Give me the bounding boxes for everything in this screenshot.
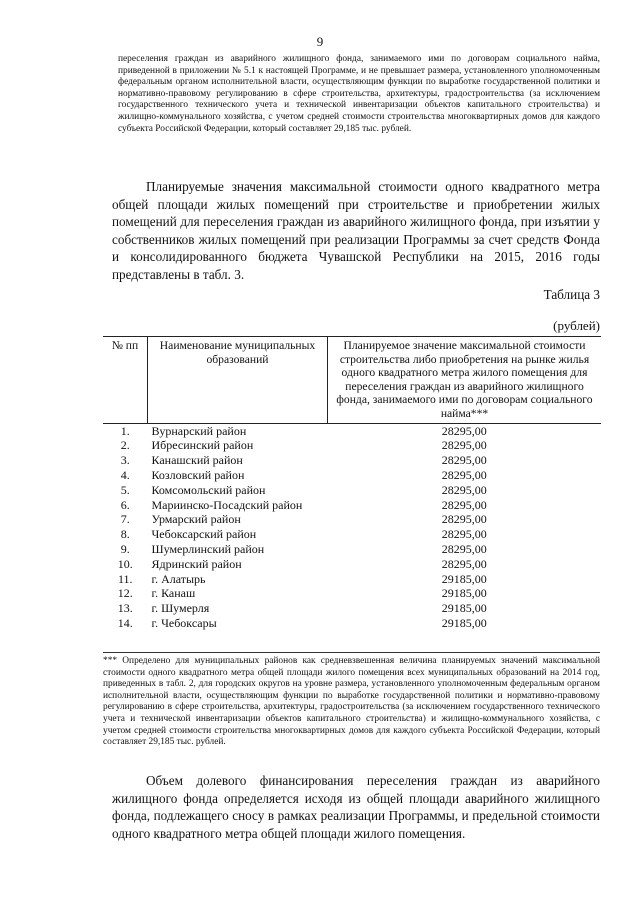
table-row: [103, 468, 601, 483]
row-name: Ибресинский район: [151, 438, 254, 453]
table-header-row: [103, 337, 601, 424]
table-row: [103, 512, 601, 527]
row-name: Шумерлинский район: [151, 541, 265, 556]
row-value: 28295,00: [441, 497, 487, 512]
row-value: 28295,00: [441, 467, 487, 482]
paragraph-planned-values: Планируемые значения максимальной стоимости одного квадратного метра общей площади жилых помещений при строительстве и приобретении жилых помещений для переселения граждан из аварийного жилищного фонда, при изъятии у собственников жилых помещений при реализации Программы за счет средств Фонда и консолидированного бюджета Чувашской Республики на 2015, 2016 годы представлены в табл. 3.: [112, 179, 600, 282]
row-num: 8.: [120, 527, 130, 542]
row-num: 9.: [120, 541, 130, 556]
row-value: 28295,00: [441, 527, 487, 542]
table-row: [103, 542, 601, 557]
table-row: [103, 601, 601, 616]
row-name: Чебоксарский район: [151, 527, 257, 542]
continued-paragraph: переселения граждан из аварийного жилищного фонда, занимаемого ими по договорам социального найма, приведенной в приложении № 5.1 к настоящей Программе, и не превышает размера, установленного уполномоченным федеральным органом исполнительной власти, осуществляющим функции по выработке государственной политики и нормативно-правовому регулированию в сфере строительства, архитектуры, градостроительства (за исключением государственного технического учета и технической инвентаризации объектов капитального строительства) и жилищно-коммунального хозяйства, с учетом средней стоимости строительства многоквартирных домов для каждого субъекта Российской Федерации, который составляет 29,185 тыс. рублей.: [118, 54, 600, 134]
table-row: [103, 527, 601, 542]
row-name: г. Чебоксары: [151, 615, 217, 630]
table-row: [103, 557, 601, 572]
table-row: [103, 423, 601, 438]
row-value: 29185,00: [441, 615, 487, 630]
row-num: 10.: [117, 556, 133, 571]
table-row: [103, 438, 601, 453]
footnote: [103, 652, 600, 749]
row-name: Канашский район: [151, 453, 243, 468]
row-name: Козловский район: [151, 467, 245, 482]
table-row: [103, 616, 601, 631]
table-row: [103, 483, 601, 498]
paragraph-financing: Объем долевого финансирования переселения граждан из аварийного жилищного фонда определяется исходя из общей площади аварийного жилищного фонда, подлежащего сносу в рамках реализации Программы, и предельной стоимости одного квадратного метра общей площади жилого помещения.: [112, 773, 600, 841]
row-num: 2.: [120, 438, 130, 453]
row-value: 28295,00: [441, 438, 487, 453]
table-row: [103, 572, 601, 587]
table-units: (рублей): [553, 318, 600, 333]
row-num: 7.: [120, 512, 130, 527]
row-value: 28295,00: [441, 512, 487, 527]
row-value: 28295,00: [441, 423, 487, 438]
row-num: 4.: [120, 467, 130, 482]
table-caption: Таблица 3: [543, 287, 600, 302]
row-name: г. Алатырь: [151, 571, 206, 586]
row-name: г. Шумерля: [151, 601, 210, 616]
row-value: 29185,00: [441, 571, 487, 586]
row-value: 28295,00: [441, 453, 487, 468]
row-num: 11.: [117, 571, 133, 586]
row-num: 1.: [120, 423, 130, 438]
table-row: [103, 453, 601, 468]
table-row: [103, 498, 601, 513]
header-value: Планируемое значение максимальной стоимости строительства либо приобретения на рынке жилья одного квадратного метра жилого помещения для переселения граждан из аварийного жилищного фонда, занимаемого ими по договорам социального найма***: [328, 337, 602, 424]
table-row: [103, 586, 601, 601]
row-name: Вурнарский район: [151, 423, 247, 438]
row-num: 6.: [120, 497, 130, 512]
row-name: Урмарский район: [151, 512, 241, 527]
row-name: Мариинско-Посадский район: [151, 497, 303, 512]
row-num: 3.: [120, 453, 130, 468]
row-value: 28295,00: [441, 482, 487, 497]
row-num: 14.: [117, 615, 133, 630]
row-name: Комсомольский район: [151, 482, 266, 497]
row-value: 28295,00: [441, 541, 487, 556]
footnote-mark: ***: [103, 656, 118, 666]
page-number: 9: [316, 34, 324, 49]
row-name: Ядринский район: [151, 556, 242, 571]
header-num: № пп: [103, 337, 148, 424]
footnote-text: Определено для муниципальных районов как средневзвешенная величина планируемых значений максимальной стоимости одного квадратного метра общей площади жилого помещения всех муниципальных образований на 2014 год, приведенных в табл. 2, для городских округов на уровне размера, установленного уполномоченным федеральным органом исполнительной власти, осуществляющим функции по выработке государственной политики и нормативно-правовому регулированию в сфере строительства, архитектуры, градостроительства (за исключением государственного технического учета и технической инвентаризации объектов капитального строительства) и жилищно-коммунального хозяйства, с учетом средней стоимости строительства многоквартирных домов для каждого субъекта Российской Федерации, который составляет 29,185 тыс. рублей.: [103, 656, 601, 748]
row-num: 13.: [117, 601, 133, 616]
cost-table: [103, 336, 601, 631]
row-value: 29185,00: [441, 601, 487, 616]
row-num: 12.: [117, 586, 133, 601]
row-value: 28295,00: [441, 556, 487, 571]
table-body: [103, 423, 601, 631]
header-name: Наименование муниципальных образований: [148, 337, 328, 424]
row-value: 29185,00: [441, 586, 487, 601]
row-name: г. Канаш: [151, 586, 196, 601]
row-num: 5.: [120, 482, 130, 497]
